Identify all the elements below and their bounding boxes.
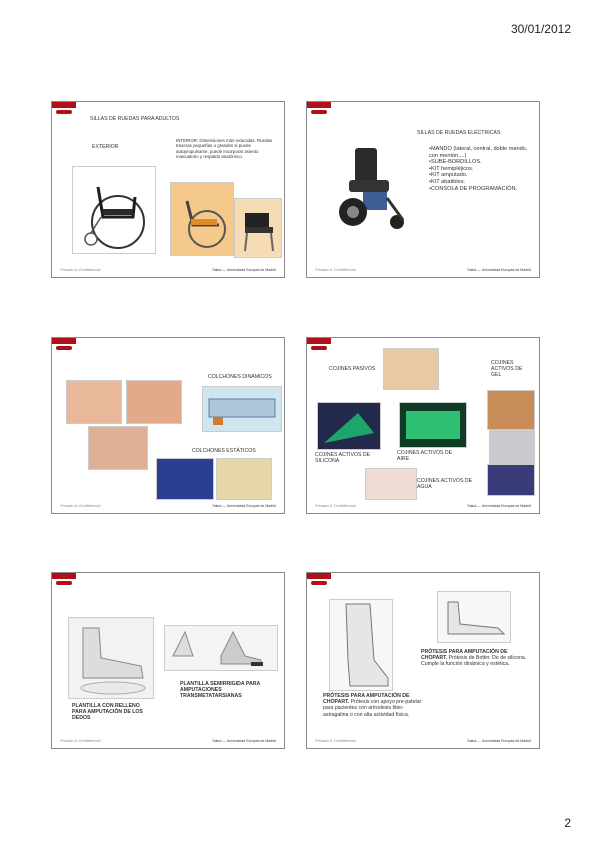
label-exterior: EXTERIOR — [92, 144, 119, 150]
list-item: • KIT hemipléjicos. — [429, 166, 529, 173]
page-date: 30/01/2012 — [510, 22, 571, 36]
footer-right: Salud — Universidad Europea de Madrid — [212, 504, 276, 508]
dynamic-mattress-label: COLCHONES DINÁMICOS — [208, 374, 272, 380]
footer-left: Privado & Confidencial — [60, 267, 101, 272]
filled-insole-label: PLANTILLA CON RELLENO PARA AMPUTACIÓN DE LOS DEDOS — [72, 703, 143, 722]
semirigid-insole-label: PLANTILLA SEMIRRIGIDA PARA AMPUTACIONES TRANSMETATARSIANAS — [180, 681, 261, 700]
footer-left: Privado & Confidencial — [60, 503, 101, 508]
slide-accent-bar — [307, 338, 331, 344]
footer-right: Salud — Universidad Europea de Madrid — [212, 739, 276, 743]
chopart-title: PRÓTESIS PARA AMPUTACIÓN DE CHOPART. — [323, 693, 410, 706]
chopart-prosthesis-image — [329, 599, 393, 691]
footer-right: Salud — Universidad Europea de Madrid — [467, 504, 531, 508]
footer-left: Privado & Confidencial — [315, 267, 356, 272]
silicone-cushion-image — [317, 402, 381, 450]
elbow-protector-image — [88, 426, 148, 470]
slide-protectors-mattresses — [51, 337, 285, 514]
air-cushion-image — [399, 402, 467, 448]
static-mattress-blue-image — [156, 458, 214, 500]
wheelchair-interior-image — [170, 182, 234, 256]
air-cushions-label: COJINES ACTIVOS DE AIRE — [397, 450, 453, 463]
slide-accent-bar — [307, 573, 331, 579]
slide-logo — [56, 110, 72, 114]
water-cushion-pad-image — [365, 468, 417, 500]
slide-logo — [56, 346, 72, 350]
bottin-prosthesis-image — [437, 591, 511, 643]
evacuation-seat-image — [234, 198, 282, 258]
list-item: • CONSOLA DE PROGRAMACIÓN. — [429, 186, 529, 193]
slide-accent-bar — [52, 573, 76, 579]
slide-cushions — [306, 337, 540, 514]
gel-cushions-label: COJINES ACTIVOS DE GEL — [491, 360, 523, 379]
heel-protector-image — [66, 380, 122, 424]
bottin-text: Prótesis de Bottin: De de silicona. Cumple la función dinámica y estética. — [421, 655, 527, 668]
footer-right: Salud — Universidad Europea de Madrid — [467, 268, 531, 272]
electric-wheelchair-image — [323, 138, 415, 238]
slide-accent-bar — [307, 102, 331, 108]
slide-logo — [56, 581, 72, 585]
slide-logo — [311, 110, 327, 114]
water-cushion-image — [487, 464, 535, 496]
silicone-cushions-label: COJINES ACTIVOS DE SILICONA — [315, 452, 371, 465]
slide-title: SILLAS DE RUEDAS PARA ADULTOS — [90, 116, 180, 122]
interior-description: INTERIOR: Dimensiones más reducidas. Ruedas traseras pequeñas o grandes si puede autopropulsarse, puede incorporar asiento evacuatorio y respaldo anatómico. — [176, 138, 273, 160]
slide-title: SILLAS DE RUEDAS ELÉCTRICAS — [417, 130, 501, 136]
slide-prostheses — [306, 572, 540, 749]
bottin-description — [421, 649, 533, 668]
dynamic-mattress-image — [202, 386, 282, 432]
slide-accent-bar — [52, 338, 76, 344]
footer-left: Privado & Confidencial — [60, 738, 101, 743]
gel-cushion-alt-image — [489, 430, 535, 464]
feature-list — [429, 146, 529, 192]
passive-cushion-image — [383, 348, 439, 390]
footer-right: Salud — Universidad Europea de Madrid — [212, 268, 276, 272]
list-item: • SUBE-BORDILLOS. — [429, 159, 529, 166]
filled-insole-image — [68, 617, 154, 699]
footer-right: Salud — Universidad Europea de Madrid — [467, 739, 531, 743]
foot-protector-image — [126, 380, 182, 424]
slide-logo — [311, 581, 327, 585]
list-item: • MANDO (lateral, central, doble mando, con mentón,...) — [429, 146, 529, 159]
static-mattress-foam-image — [216, 458, 272, 500]
slide-accent-bar — [52, 102, 76, 108]
chopart-description — [323, 693, 423, 718]
static-mattress-label: COLCHONES ESTÁTICOS — [192, 448, 256, 454]
page-number: 2 — [564, 816, 571, 830]
slide-logo — [311, 346, 327, 350]
bottin-title: PRÓTESIS PARA AMPUTACIÓN DE CHOPART. — [421, 649, 508, 662]
slide-electric-wheelchairs — [306, 101, 540, 278]
water-cushions-label: COJINES ACTIVOS DE AGUA — [417, 478, 473, 491]
gel-cushion-image — [487, 390, 535, 430]
semirigid-insole-image — [164, 625, 278, 671]
footer-left: Privado & Confidencial — [315, 738, 356, 743]
passive-cushions-label: COJINES PASIVOS — [329, 366, 376, 372]
slide-wheelchairs-adults — [51, 101, 285, 278]
footer-left: Privado & Confidencial — [315, 503, 356, 508]
chopart-text: Prótesis con apoyo pre-patelar: para pacientes con artrodesis tibio-astragalina o con alta actividad física. — [323, 699, 423, 718]
list-item: • KIT amputado. — [429, 172, 529, 179]
wheelchair-exterior-image — [72, 166, 156, 254]
slide-insoles — [51, 572, 285, 749]
list-item: • KIT abatibles. — [429, 179, 529, 186]
